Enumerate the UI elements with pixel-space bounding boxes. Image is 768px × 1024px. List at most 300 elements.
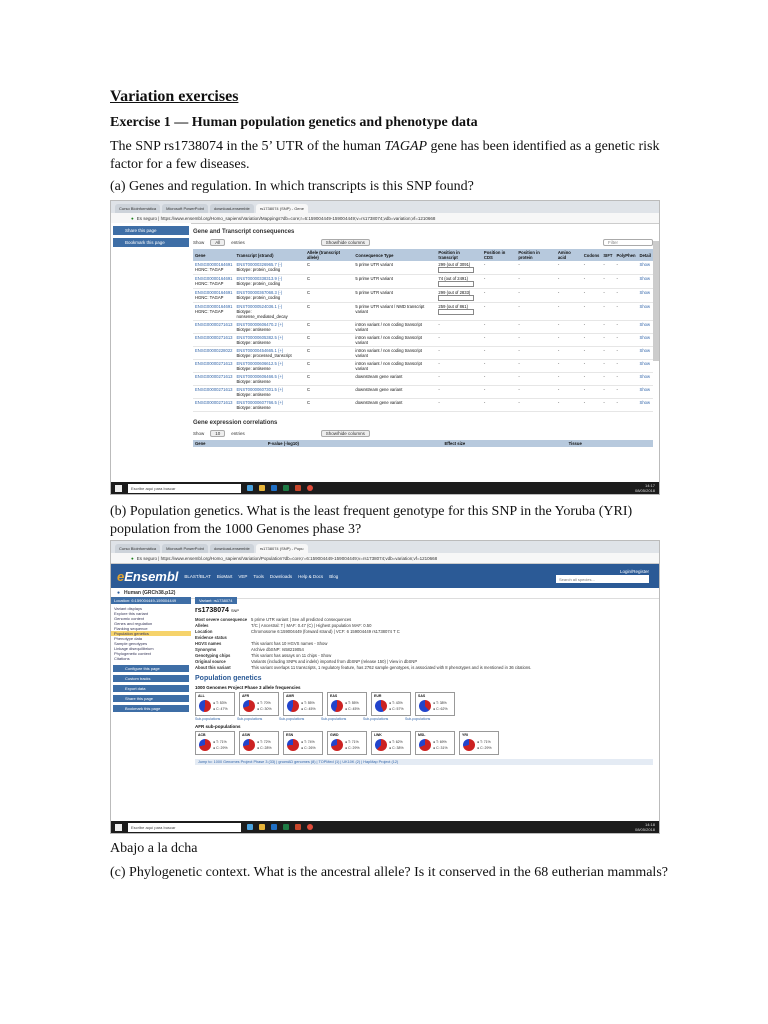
- empty-cell: -: [516, 275, 555, 289]
- screenshot-transcripts: [110, 200, 660, 495]
- gene-symbol: HGNC: TAGAP: [195, 267, 224, 272]
- allele-t-freq: ● T: 53%: [213, 701, 227, 705]
- ensembl-header: [111, 564, 659, 588]
- allele-frequency-pie: [243, 700, 255, 712]
- variant-tab[interactable]: Variant: rs1738074: [195, 597, 237, 604]
- empty-cell: -: [556, 360, 582, 373]
- empty-cell: -: [516, 360, 555, 373]
- filter-input[interactable]: Filter: [603, 239, 653, 246]
- empty-cell: -: [482, 289, 516, 303]
- nav-item[interactable]: Tools: [253, 573, 264, 579]
- sidebar-item[interactable]: Population genetics: [111, 631, 191, 636]
- allele-c-freq: ● C: 26%: [301, 746, 316, 750]
- exercise-heading: Exercise 1 — Human population genetics and phenotype data: [110, 115, 478, 130]
- sidebar-item[interactable]: Phylogenetic context: [114, 651, 151, 656]
- gene-link[interactable]: ENSG00000164691: [195, 290, 233, 295]
- empty-cell: -: [582, 360, 602, 373]
- empty-cell: -: [582, 334, 602, 347]
- allele: C: [305, 289, 353, 303]
- sidebar-button[interactable]: Export data: [113, 685, 189, 692]
- empty-cell: -: [582, 399, 602, 412]
- word-icon[interactable]: [271, 824, 277, 830]
- empty-cell: -: [556, 303, 582, 321]
- nav-item[interactable]: BLAST/BLAT: [184, 573, 211, 579]
- allele-frequency-pie: [331, 739, 343, 751]
- species-name[interactable]: Human (GRCh38.p12): [124, 590, 176, 596]
- sidebar-item[interactable]: Sample genotypes: [114, 641, 148, 646]
- biotype: Biotype: protein_coding: [236, 295, 281, 300]
- detail-link[interactable]: Show: [638, 321, 653, 334]
- gene-link[interactable]: ENSG00000164691: [195, 262, 233, 267]
- gene-link[interactable]: ENSG00000271613: [195, 400, 233, 405]
- browser-tab[interactable]: Microsoft PowerPoint: [162, 204, 208, 213]
- allele-c-freq: ● C: 29%: [213, 746, 228, 750]
- field-key: Original source: [195, 659, 226, 664]
- allele-t-freq: ● T: 71%: [213, 740, 227, 744]
- detail-link[interactable]: Show: [638, 386, 653, 399]
- empty-cell: -: [482, 261, 516, 275]
- empty-cell: -: [516, 399, 555, 412]
- empty-cell: -: [556, 386, 582, 399]
- consequence: downstream gene variant: [353, 386, 436, 399]
- empty-cell: -: [482, 275, 516, 289]
- subpopulations-link[interactable]: Sub-populations: [321, 717, 347, 721]
- gene-link[interactable]: ENSG00000271613: [195, 387, 233, 392]
- show2-select[interactable]: 10: [210, 430, 225, 437]
- position-in-transcript: 299 (out of 3091): [438, 262, 471, 267]
- gene-link[interactable]: ENSG00000228022: [195, 348, 233, 353]
- edge-icon[interactable]: [247, 824, 253, 830]
- section-title: Gene and Transcript consequences: [193, 229, 295, 235]
- subpopulations-link[interactable]: Sub-populations: [405, 717, 431, 721]
- folder-icon[interactable]: [259, 485, 265, 491]
- population-pie-box[interactable]: [327, 692, 367, 716]
- empty-cell: -: [582, 321, 602, 334]
- sidebar-item[interactable]: Linkage disequilibrium: [114, 646, 154, 651]
- column-header[interactable]: PolyPhen: [614, 249, 637, 261]
- allele-t-freq: ● T: 71%: [345, 740, 359, 744]
- allele-frequency-pie: [243, 739, 255, 751]
- consequence: downstream gene variant: [353, 399, 436, 412]
- allele-c-freq: ● C: 62%: [433, 707, 448, 711]
- table-row: [193, 386, 653, 399]
- transcript-link[interactable]: ENST00000606470.2 (+): [236, 322, 284, 327]
- nav-item[interactable]: Blog: [329, 573, 339, 579]
- allele-frequency-pie: [287, 739, 299, 751]
- allele-frequency-pie: [199, 739, 211, 751]
- empty-cell: -: [614, 386, 637, 399]
- field-value: 5 prime UTR variant | See all predicted consequences: [251, 617, 352, 622]
- sidebar-item[interactable]: Variant displays: [114, 606, 142, 611]
- population-pie-box[interactable]: [371, 692, 411, 716]
- gene-symbol: HGNC: TAGAP: [195, 295, 224, 300]
- allele-frequency-pie: [331, 700, 343, 712]
- table-row: [193, 303, 653, 321]
- empty-cell: -: [556, 399, 582, 412]
- biotype: Biotype: antisense: [236, 405, 271, 410]
- variant-id: rs1738074 SNP: [195, 607, 240, 614]
- detail-link[interactable]: Show: [638, 261, 653, 275]
- empty-cell: -: [582, 373, 602, 386]
- field-key: Genotyping chips: [195, 653, 231, 658]
- empty-cell: -: [556, 373, 582, 386]
- transcript-link[interactable]: ENST00000605382.5 (+): [236, 335, 284, 340]
- population-pie-box[interactable]: [371, 731, 411, 755]
- allele-c-freq: ● C: 29%: [477, 746, 492, 750]
- column-header[interactable]: Detail: [638, 249, 653, 261]
- position-bar: [438, 309, 474, 315]
- empty-cell: -: [614, 261, 637, 275]
- population-name: SAS: [418, 694, 426, 698]
- empty-cell: -: [582, 303, 602, 321]
- position-in-transcript: -: [438, 322, 440, 327]
- empty-cell: -: [614, 373, 637, 386]
- transcript-link[interactable]: ENST00000606466.5 (+): [236, 374, 284, 379]
- detail-link[interactable]: Show: [638, 360, 653, 373]
- biotype: Biotype: antisense: [236, 340, 271, 345]
- show-select[interactable]: All: [210, 239, 225, 246]
- show-hide-columns-button-2[interactable]: Show/hide columns: [321, 430, 370, 437]
- detail-link[interactable]: Show: [638, 399, 653, 412]
- field-key: About this variant: [195, 665, 231, 670]
- field-value: This variant overlaps 11 transcripts, 1 regulatory feature, has 2762 sample genotypes, is associated with 8 phenotypes and is mentioned in 36 citations.: [251, 665, 532, 670]
- gene-link[interactable]: ENSG00000164691: [195, 276, 233, 281]
- chrome-icon[interactable]: [307, 485, 313, 491]
- transcript-link[interactable]: ENST00000454665.1 (+): [236, 348, 284, 353]
- allele: C: [305, 373, 353, 386]
- position-in-transcript: -: [438, 361, 440, 366]
- column-header[interactable]: Position in CDS: [482, 249, 516, 261]
- biotype: Biotype: protein_coding: [236, 267, 281, 272]
- address-bar[interactable]: ● Es seguro | https://www.ensembl.org/Homo_sapiens/Variation/Mappings?db=core;r=6:159004449-159004449;v=rs1738074;vdb=variation;vf=1210668: [111, 213, 659, 224]
- kg-heading: 1000 Genomes Project Phase 3 allele frequencies: [195, 685, 301, 690]
- address-bar[interactable]: ● Es seguro | https://www.ensembl.org/Homo_sapiens/Variation/Population?db=core;r=6:159004449-159004449;v=rs1738074;vdb=variation;vf=1210668: [111, 553, 659, 564]
- empty-cell: -: [516, 334, 555, 347]
- browser-tab[interactable]: Microsoft PowerPoint: [162, 544, 208, 553]
- consequence: downstream gene variant: [353, 373, 436, 386]
- empty-cell: -: [582, 261, 602, 275]
- population-pie-box[interactable]: [415, 692, 455, 716]
- jump-to-bar[interactable]: Jump to: 1000 Genomes Project Phase 3 (33) | gnomAD genomes (8) | TOPMed (1) | UK10K (2) | HapMap Project (12): [195, 759, 653, 765]
- browser-tab[interactable]: Curso Bioinformática: [115, 204, 160, 213]
- sidebar-item[interactable]: Phenotype data: [114, 636, 143, 641]
- gene-link[interactable]: ENSG00000164691: [195, 304, 233, 309]
- detail-link[interactable]: Show: [638, 275, 653, 289]
- allele-frequency-pie: [375, 700, 387, 712]
- empty-cell: -: [516, 347, 555, 360]
- population-name: YRI: [462, 733, 468, 737]
- empty-cell: -: [516, 261, 555, 275]
- allele: C: [305, 360, 353, 373]
- transcript-link[interactable]: ENST00000607766.5 (+): [236, 400, 284, 405]
- sidebar-item[interactable]: Citations: [114, 656, 130, 661]
- empty-cell: -: [601, 275, 614, 289]
- taskbar-search[interactable]: Escribe aquí para buscar: [128, 484, 241, 493]
- show-hide-columns-button[interactable]: Show/hide columns: [321, 239, 370, 246]
- column-header[interactable]: SIFT: [601, 249, 614, 261]
- column-header[interactable]: Gene: [193, 440, 266, 447]
- allele-t-freq: ● T: 55%: [345, 701, 359, 705]
- sidebar-item[interactable]: Flanking sequence: [114, 626, 148, 631]
- location-tab[interactable]: Location: 6:159004449-159004449: [111, 597, 191, 604]
- transcript-link[interactable]: ENST00000338313.9 (-): [236, 276, 283, 281]
- empty-cell: -: [482, 321, 516, 334]
- population-name: AFR: [242, 694, 250, 698]
- column-header[interactable]: Position in transcript: [436, 249, 482, 261]
- column-header[interactable]: Codons: [582, 249, 602, 261]
- detail-link[interactable]: Show: [638, 289, 653, 303]
- biotype: Biotype: antisense: [236, 379, 271, 384]
- afr-heading: AFR sub-populations: [195, 724, 241, 729]
- taskbar: [111, 482, 659, 494]
- transcript-link[interactable]: ENST00000326965.7 (-): [236, 262, 283, 267]
- empty-cell: -: [556, 347, 582, 360]
- excel-icon[interactable]: [283, 824, 289, 830]
- position-in-transcript: -: [438, 348, 440, 353]
- empty-cell: -: [601, 303, 614, 321]
- allele-t-freq: ● T: 74%: [301, 740, 315, 744]
- empty-cell: -: [556, 334, 582, 347]
- table-row: [193, 321, 653, 334]
- allele-c-freq: ● C: 47%: [213, 707, 228, 711]
- ensembl-logo[interactable]: eEnsembl: [117, 568, 179, 584]
- main-content: Gene and Transcript consequences Show All entries Show/hide columns Filter Gene Transcript (strand) Allele (transcript allele) Consequence Type Position in transcript Position in CDS Position in protein Amino acid Codons SIFT PolyPhen Detail ENSG00000164691 HGNC: TAGAP ENST00000326965.7 (-) Biotype: protein_coding C 5 prime UTR variant 299 (out of 3091) - - - - - - Show ENSG00000164691 HGNC: TAGAP ENST00000338313.9 (-) Biotype: protein_coding C 5 prime UTR variant 74 (out of 2491) - - - - - - Show ENSG00000164691 HGNC: TAGAP ENST00000367068.3 (-) Biotype: protein_coding C 5 prime UTR variant 299 (out of 2833) - - - - - - Show ENSG00000164691 HGNC: TAGAP ENST00000524036.1 (-) Biotype: nonsense_mediated_decay C 5 prime UTR variant / NMD transcript variant 259 (out of 861) - - - - - - Show ENSG00000271613 ENST00000606470.2 (+) Biotype: antisense C intron variant / non coding transcript variant - - - - - - - Show ENSG00000271613 ENST00000605382.5 (+) Biotype: antisense C intron variant / non coding transcript variant - - - - - - - Show ENSG00000228022 ENST00000454665.1 (+) Biotype: processed_transcript C intron variant / non coding transcript variant - - - - - - - Show ENSG00000271613 ENST00000606612.5 (+) Biotype: antisense C intron variant / non coding transcript variant - - - - - - - Show ENSG00000271613 ENST00000606466.5 (+) Biotype: antisense C downstream gene variant - - - - - - - Show ENSG00000271613 ENST00000607301.5 (+) Biotype: antisense C downstream gene variant - - - - - - - Show ENSG00000271613 ENST00000607766.5 (+) Biotype: antisense C downstream gene variant - - - - - - - Show Gene expression correlations Show 10 entries Show/hide columns Gene P-value (-log10) Effect size Tissue: [193, 223, 653, 482]
- allele-c-freq: ● C: 30%: [257, 707, 272, 711]
- field-key: Synonyms: [195, 647, 217, 652]
- allele: C: [305, 347, 353, 360]
- detail-link[interactable]: Show: [638, 347, 653, 360]
- allele-t-freq: ● T: 43%: [389, 701, 403, 705]
- word-icon[interactable]: [271, 485, 277, 491]
- empty-cell: -: [482, 386, 516, 399]
- lock-icon: ●: [131, 555, 134, 561]
- allele: C: [305, 275, 353, 289]
- population-pie-box[interactable]: [239, 692, 279, 716]
- field-value: This variant has 10 HGVS names - Show: [251, 641, 328, 646]
- gene-link[interactable]: ENSG00000271613: [195, 361, 233, 366]
- consequence: 5 prime UTR variant / NMD transcript variant: [353, 303, 436, 321]
- population-name: EUR: [374, 694, 382, 698]
- gene-symbol: HGNC: TAGAP: [195, 281, 224, 286]
- empty-cell: -: [614, 275, 637, 289]
- field-key: Location: [195, 629, 213, 634]
- column-header[interactable]: Allele (transcript allele): [305, 249, 353, 261]
- allele-frequency-pie: [287, 700, 299, 712]
- position-bar: [438, 295, 474, 301]
- empty-cell: -: [601, 399, 614, 412]
- column-header[interactable]: Transcript (strand): [235, 249, 305, 261]
- field-value: T/C | Ancestral: T | MAF: 0.47 (C) | Highest population MAF: 0.50: [251, 623, 372, 628]
- allele-t-freq: ● T: 62%: [389, 740, 403, 744]
- chrome-icon[interactable]: [307, 824, 313, 830]
- position-in-transcript: -: [438, 400, 440, 405]
- gene-link[interactable]: ENSG00000271613: [195, 374, 233, 379]
- population-pie-box[interactable]: [415, 731, 455, 755]
- transcript-link[interactable]: ENST00000367068.3 (-): [236, 290, 283, 295]
- browser-tabs: [111, 201, 659, 213]
- allele-frequency-pie: [419, 700, 431, 712]
- allele: C: [305, 303, 353, 321]
- folder-icon[interactable]: [259, 824, 265, 830]
- biotype: Biotype: processed_transcript: [236, 353, 292, 358]
- biotype: Biotype: antisense: [236, 392, 271, 397]
- sidebar: [111, 597, 191, 821]
- empty-cell: -: [601, 334, 614, 347]
- sidebar-button[interactable]: Custom tracks: [113, 675, 189, 682]
- allele-c-freq: ● C: 31%: [433, 746, 448, 750]
- browser-tab[interactable]: download-ensemble: [210, 544, 254, 553]
- detail-link[interactable]: Show: [638, 303, 653, 321]
- position-in-transcript: -: [438, 335, 440, 340]
- population-name: ESN: [286, 733, 294, 737]
- intro-paragraph: The SNP rs1738074 in the 5’ UTR of the human TAGAP gene has been identified as a genetic risk factor for a few diseases.: [110, 139, 660, 172]
- population-name: GWD: [330, 733, 339, 737]
- population-name: ACB: [198, 733, 206, 737]
- allele-frequency-pie: [463, 739, 475, 751]
- browser-tab-active[interactable]: rs1738074 (SNP) - Popu: [256, 544, 308, 553]
- nav-item[interactable]: Downloads: [269, 573, 293, 579]
- column-header[interactable]: Amino acid: [556, 249, 582, 261]
- empty-cell: -: [516, 373, 555, 386]
- scrollbar[interactable]: [653, 241, 659, 361]
- population-genetics-heading: Population genetics: [195, 675, 262, 682]
- sidebar-button[interactable]: Share this page: [113, 695, 189, 702]
- population-pie-box[interactable]: [327, 731, 367, 755]
- allele-c-freq: ● C: 57%: [389, 707, 404, 711]
- browser-tab[interactable]: download-ensemble: [210, 204, 254, 213]
- empty-cell: -: [516, 289, 555, 303]
- empty-cell: -: [556, 275, 582, 289]
- table-row: [193, 360, 653, 373]
- biotype: Biotype: nonsense_mediated_decay: [236, 309, 288, 319]
- empty-cell: -: [582, 347, 602, 360]
- question-c: (c) Phylogenetic context. What is the ancestral allele? Is it conserved in the 68 eutherian mammals?: [110, 865, 668, 880]
- subpopulations-link[interactable]: Sub-populations: [363, 717, 389, 721]
- allele-c-freq: ● C: 38%: [389, 746, 404, 750]
- transcript-link[interactable]: ENST00000524036.1 (-): [236, 304, 283, 309]
- empty-cell: -: [482, 360, 516, 373]
- nav-item[interactable]: VEP: [238, 573, 248, 579]
- powerpoint-icon[interactable]: [295, 485, 301, 491]
- population-name: AMR: [286, 694, 294, 698]
- gene-name: TAGAP: [384, 139, 428, 154]
- population-name: ASW: [242, 733, 251, 737]
- empty-cell: -: [556, 321, 582, 334]
- allele-frequency-pie: [375, 739, 387, 751]
- empty-cell: -: [601, 289, 614, 303]
- field-key: Alleles: [195, 623, 209, 628]
- edge-icon[interactable]: [247, 485, 253, 491]
- consequence: intron variant / non coding transcript variant: [353, 321, 436, 334]
- taskbar-search[interactable]: Escribe aquí para buscar: [128, 823, 241, 832]
- allele: C: [305, 261, 353, 275]
- allele-t-freq: ● T: 55%: [301, 701, 315, 705]
- population-name: EAS: [330, 694, 338, 698]
- transcript-link[interactable]: ENST00000606612.5 (+): [236, 361, 284, 366]
- subpopulations-link[interactable]: Sub-populations: [279, 717, 305, 721]
- column-header[interactable]: Consequence Type: [353, 249, 436, 261]
- windows-start-icon[interactable]: [115, 485, 122, 492]
- bookmark-button[interactable]: Bookmark this page: [113, 238, 189, 247]
- allele-t-freq: ● T: 69%: [433, 740, 447, 744]
- empty-cell: -: [601, 261, 614, 275]
- field-key: Evidence status: [195, 635, 227, 640]
- population-pie-box[interactable]: [195, 692, 235, 716]
- population-pie-box[interactable]: [283, 692, 323, 716]
- transcript-link[interactable]: ENST00000607301.5 (+): [236, 387, 284, 392]
- consequence: 5 prime UTR variant: [353, 289, 436, 303]
- detail-link[interactable]: Show: [638, 334, 653, 347]
- sidebar-button[interactable]: Configure this page: [113, 665, 189, 672]
- empty-cell: -: [614, 303, 637, 321]
- sidebar-button[interactable]: Bookmark this page: [113, 705, 189, 712]
- population-pie-box[interactable]: [459, 731, 499, 755]
- share-button[interactable]: Share this page: [113, 226, 189, 235]
- population-pie-box[interactable]: [195, 731, 235, 755]
- position-bar: [438, 281, 474, 287]
- sidebar-item[interactable]: Genomic context: [114, 616, 145, 621]
- position-bar: [438, 267, 474, 273]
- login-link[interactable]: Login/Register: [619, 569, 649, 574]
- column-header[interactable]: Gene: [193, 249, 235, 261]
- species-search-input[interactable]: Search all species...: [556, 575, 649, 583]
- sidebar-item[interactable]: Explore this variant: [114, 611, 149, 616]
- doc-title: Variation exercises: [110, 88, 239, 105]
- windows-start-icon[interactable]: [115, 824, 122, 831]
- excel-icon[interactable]: [283, 485, 289, 491]
- field-value: Chromosome 6:159004449 (forward strand) | VCF: 6 159004449 rs1738074 T C: [251, 629, 400, 634]
- powerpoint-icon[interactable]: [295, 824, 301, 830]
- biotype: Biotype: antisense: [236, 366, 271, 371]
- empty-cell: -: [614, 347, 637, 360]
- detail-link[interactable]: Show: [638, 373, 653, 386]
- sidebar-item[interactable]: Genes and regulation: [114, 621, 153, 626]
- browser-tab-active[interactable]: rs1738074 (SNP) - Gene: [256, 204, 308, 213]
- column-header[interactable]: Position in protein: [516, 249, 555, 261]
- subpopulations-link[interactable]: Sub-populations: [237, 717, 263, 721]
- table-row: [193, 289, 653, 303]
- field-value: This variant has assays on 11 chips - Show: [251, 653, 332, 658]
- population-pie-box[interactable]: [239, 731, 279, 755]
- browser-tab[interactable]: Curso Bioinformática: [115, 544, 160, 553]
- column-header[interactable]: P-value (-log10): [266, 440, 443, 447]
- table-row: [193, 373, 653, 386]
- allele-c-freq: ● C: 45%: [301, 707, 316, 711]
- empty-cell: -: [582, 289, 602, 303]
- column-header[interactable]: Tissue: [567, 440, 653, 447]
- empty-cell: -: [601, 321, 614, 334]
- nav-item[interactable]: Help & Docs: [298, 573, 324, 579]
- biotype: Biotype: protein_coding: [236, 281, 281, 286]
- section2-title: Gene expression correlations: [193, 420, 278, 426]
- main-content: [195, 597, 653, 821]
- expression-table: [193, 440, 653, 447]
- allele-c-freq: ● C: 29%: [345, 746, 360, 750]
- gene-link[interactable]: ENSG00000271613: [195, 335, 233, 340]
- screenshot-population: [110, 540, 660, 834]
- field-value: Variants (including SNPs and indels) imported from dbSNP (release 150) | View in dbSNP: [251, 659, 418, 664]
- column-header[interactable]: Effect size: [442, 440, 566, 447]
- nav-item[interactable]: BioMart: [216, 573, 233, 579]
- subpopulations-link[interactable]: Sub-populations: [195, 717, 221, 721]
- table-row: [193, 261, 653, 275]
- gene-link[interactable]: ENSG00000271613: [195, 322, 233, 327]
- empty-cell: -: [482, 334, 516, 347]
- population-pie-box[interactable]: [283, 731, 323, 755]
- position-in-transcript: -: [438, 374, 440, 379]
- field-key: Most severe consequence: [195, 617, 248, 622]
- browser-tabs: [111, 541, 659, 553]
